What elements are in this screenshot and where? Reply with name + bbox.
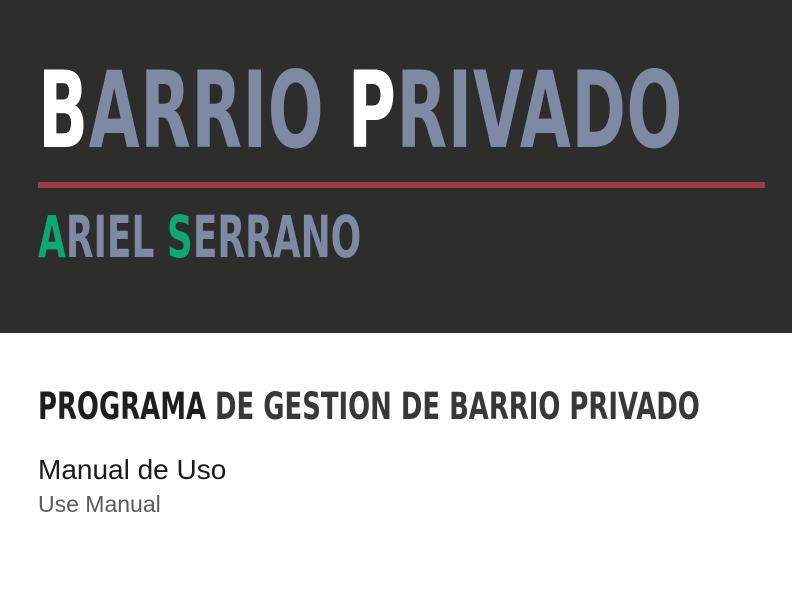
author-last-rest: ERRANO: [192, 203, 362, 271]
program-title-strong: PROGRAMA: [38, 385, 207, 428]
title-divider: [38, 182, 765, 188]
title-initial-b: B: [38, 49, 89, 172]
title-initial-p: P: [347, 49, 397, 172]
title-word-privado-rest: RIVADO: [396, 49, 683, 172]
title-word-barrio-rest: ARRIO: [88, 49, 325, 172]
author-name: [38, 203, 362, 271]
author-first-rest: RIEL: [65, 203, 155, 271]
main-title: [38, 49, 683, 172]
subtitle-spanish: Manual de Uso: [38, 454, 227, 485]
program-title: [38, 385, 700, 428]
author-initial-s: S: [166, 203, 193, 271]
program-title-rest: DE GESTION DE BARRIO PRIVADO: [215, 385, 700, 428]
subtitle-english: Use Manual: [38, 491, 161, 517]
author-initial-a: A: [38, 203, 66, 271]
